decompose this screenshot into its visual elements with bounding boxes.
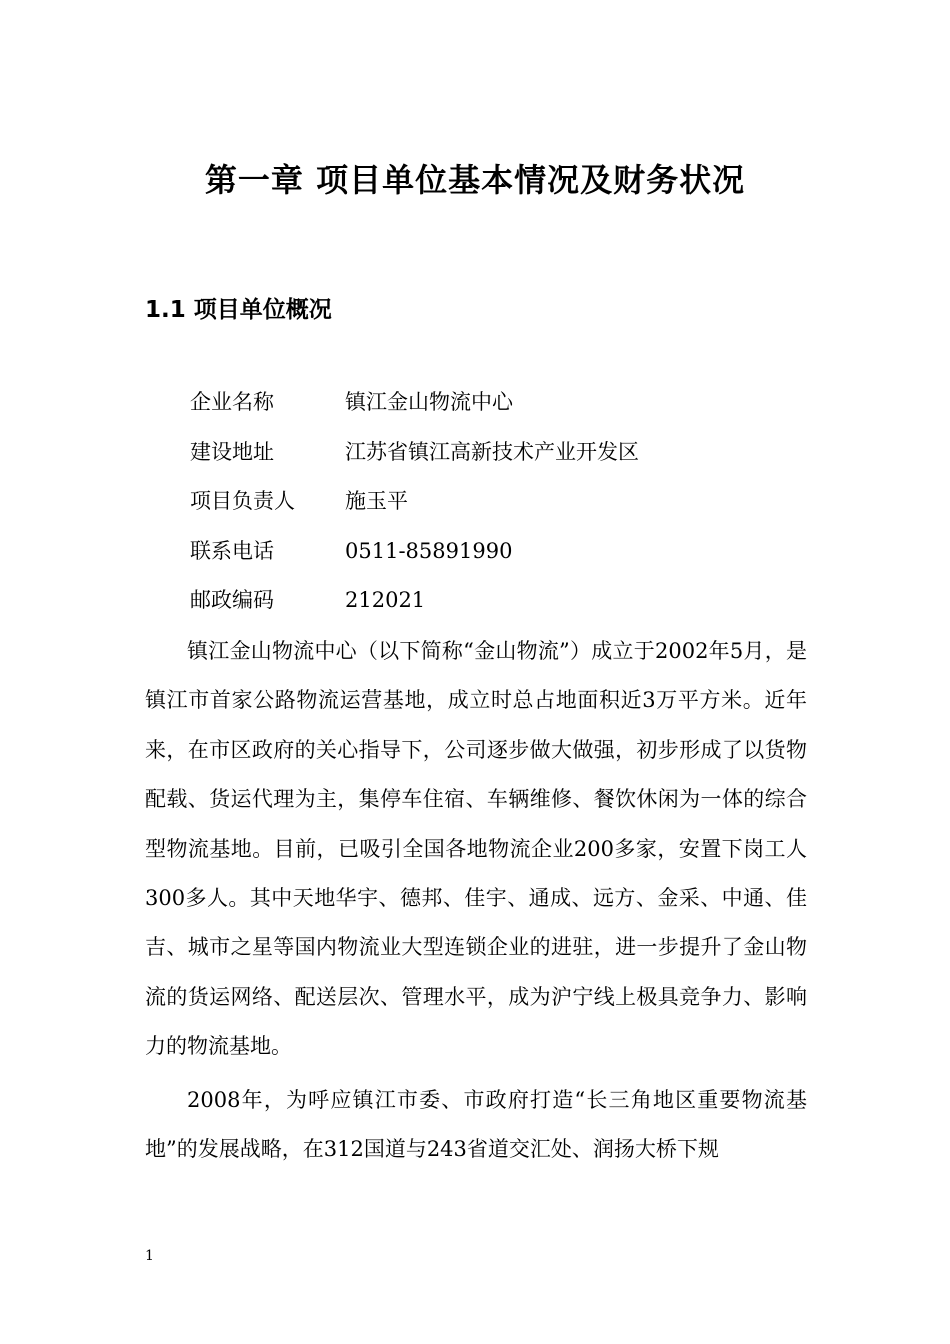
info-label: 邮政编码 bbox=[190, 588, 274, 613]
section-title: 1.1 项目单位概况 bbox=[145, 297, 332, 323]
info-value: 施玉平 bbox=[345, 489, 408, 514]
company-info-list bbox=[190, 380, 810, 628]
info-value: 0511-85891990 bbox=[345, 538, 513, 563]
info-row-postcode bbox=[190, 578, 810, 628]
info-value: 镇江金山物流中心 bbox=[345, 390, 513, 414]
info-value: 江苏省镇江高新技术产业开发区 bbox=[345, 439, 639, 464]
info-label: 项目负责人 bbox=[190, 489, 295, 514]
body-paragraph: 镇江金山物流中心（以下简称“金山物流”）成立于2002年5月，是镇江市首家公路物流运营基地，成立时总占地面积近3万平方米。近年来，在市区政府的关心指导下，公司逐步做大做强，初步形成了以货物配载、货运代理为主，集停车住宿、车辆维修、餐饮休闲为一体的综合型物流基地。目前，已吸引全国各地物流企业200多家，安置下岗工人300多人。其中天地华宇、德邦、佳宇、通成、远方、金采、中通、佳吉、城市之星等国内物流业大型连锁企业的进驻，进一步提升了金山物流的货运网络、配送层次、管理水平，成为沪宁线上极具竞争力、影响力的物流基地。 bbox=[145, 639, 807, 1059]
info-row-phone bbox=[190, 529, 810, 579]
info-label: 企业名称 bbox=[190, 390, 274, 414]
info-row-address bbox=[190, 430, 810, 480]
body-paragraph: 2008年，为呼应镇江市委、市政府打造“长三角地区重要物流基地”的发展战略，在312国道与243省道交汇处、润扬大桥下规 bbox=[145, 1088, 807, 1162]
info-value: 212021 bbox=[345, 588, 426, 613]
info-row-company-name bbox=[190, 380, 810, 430]
info-label: 联系电话 bbox=[190, 538, 274, 563]
info-row-project-leader bbox=[190, 479, 810, 529]
info-label: 建设地址 bbox=[190, 439, 274, 464]
page-number: 1 bbox=[145, 1248, 154, 1264]
chapter-title: 第一章 项目单位基本情况及财务状况 bbox=[204, 161, 746, 199]
